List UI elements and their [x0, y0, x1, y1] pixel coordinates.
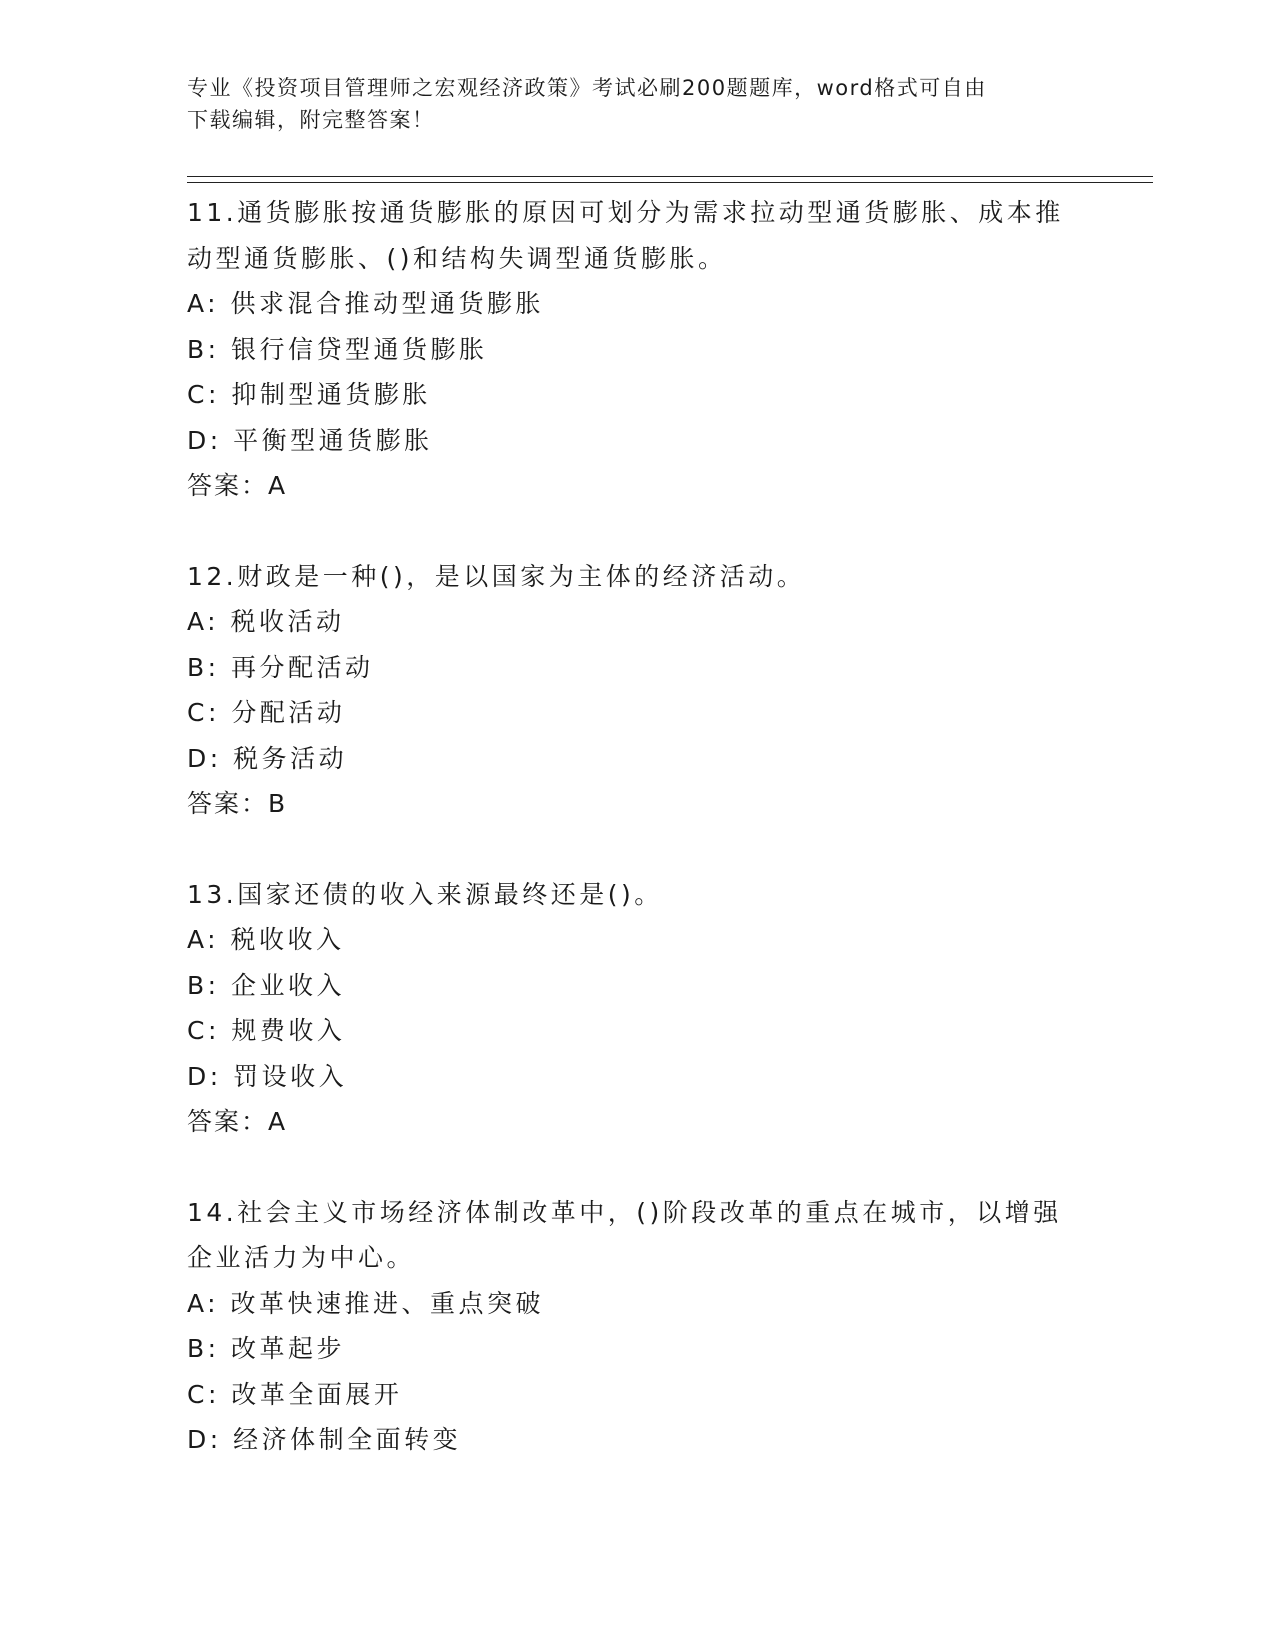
stem-line: 13.国家还债的收入来源最终还是()。	[187, 879, 663, 909]
option-c: C: 规费收入	[187, 1016, 346, 1045]
stem-line: 11.通货膨胀按通货膨胀的原因可划分为需求拉动型通货膨胀、成本推	[187, 198, 1064, 227]
option-d: D: 罚设收入	[187, 1061, 348, 1091]
question-stem	[187, 554, 1087, 600]
stem-line: 企业活力为中心。	[187, 1243, 416, 1272]
header-divider-bottom	[187, 182, 1153, 183]
stem-line: 动型通货膨胀、()和结构失调型通货膨胀。	[187, 243, 727, 273]
option-a: A: 供求混合推动型通货膨胀	[187, 289, 545, 318]
header-line-1: 专业《投资项目管理师之宏观经济政策》考试必刷200题题库，word格式可自由	[187, 76, 987, 100]
header-line-2: 下载编辑，附完整答案！	[187, 108, 435, 132]
question-12	[187, 554, 1087, 827]
stem-line: 12.财政是一种()，是以国家为主体的经济活动。	[187, 561, 806, 591]
option-c: C: 改革全面展开	[187, 1379, 403, 1409]
option-b: B: 银行信贷型通货膨胀	[187, 334, 488, 364]
question-stem	[187, 1190, 1087, 1281]
option-c: C: 分配活动	[187, 698, 346, 727]
answer: 答案：B	[187, 789, 288, 818]
option-d: D: 平衡型通货膨胀	[187, 425, 433, 455]
question-stem	[187, 872, 1087, 918]
stem-line: 14.社会主义市场经济体制改革中，()阶段改革的重点在城市，以增强	[187, 1197, 1062, 1227]
question-14	[187, 1190, 1087, 1463]
header-divider-top	[187, 176, 1153, 177]
document-header	[187, 72, 1087, 136]
option-a: A: 改革快速推进、重点突破	[187, 1288, 545, 1318]
option-b: B: 再分配活动	[187, 652, 374, 682]
question-13	[187, 872, 1087, 1145]
option-c: C: 抑制型通货膨胀	[187, 380, 431, 409]
answer: 答案：A	[187, 1107, 288, 1136]
answer: 答案：A	[187, 471, 288, 500]
option-d: D: 经济体制全面转变	[187, 1425, 462, 1454]
option-d: D: 税务活动	[187, 743, 348, 773]
option-a: A: 税收活动	[187, 607, 345, 636]
question-list	[187, 190, 1087, 1508]
option-b: B: 企业收入	[187, 970, 346, 1000]
option-a: A: 税收收入	[187, 925, 345, 954]
question-stem	[187, 190, 1087, 281]
option-b: B: 改革起步	[187, 1334, 346, 1363]
question-11	[187, 190, 1087, 509]
